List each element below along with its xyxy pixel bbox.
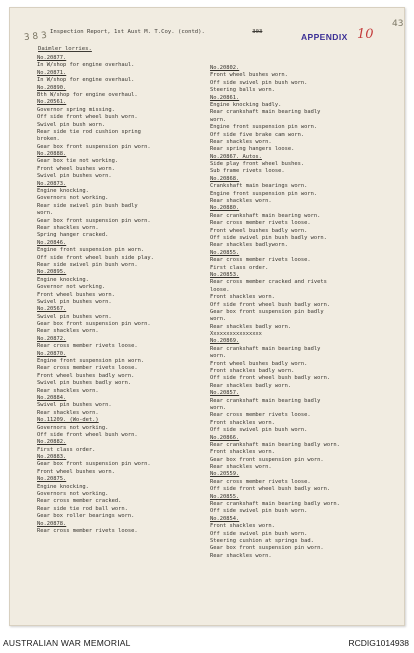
defect-line: Rear shackles worn. — [210, 464, 272, 471]
vehicle-number: No.20888. — [37, 151, 67, 158]
defect-line: Engine knocking. — [37, 188, 89, 195]
defect-line: Engine front suspension pin worn. — [210, 124, 318, 131]
defect-line: Front wheel bushes badly worn. — [210, 360, 308, 367]
defect-line: Side play front wheel bushes. — [210, 161, 305, 168]
defect-line: Front shackles badly worn. — [210, 368, 295, 375]
defect-line: Rear shackles worn. — [37, 387, 99, 394]
vehicle-number: No.20567. — [37, 306, 67, 313]
defect-line: Rear shackles badly worn. — [210, 382, 292, 389]
vehicle-number: No.11209. (Wo-det.) — [37, 417, 99, 424]
archive-footer — [0, 635, 414, 653]
defect-line: Engine knocking badly. — [210, 101, 282, 108]
defect-line: Front shackles worn. — [210, 294, 275, 301]
defect-line: Rear crankshaft main bearing badly — [210, 345, 321, 352]
defect-line: Swivel pin bushes worn. — [37, 313, 112, 320]
vehicle-number: No.20883. — [37, 454, 67, 461]
defect-line: Off side five brake cam worn. — [210, 131, 305, 138]
defect-line: Rear shackles worn. — [37, 224, 99, 231]
defect-line: Governors not working. — [37, 424, 109, 431]
defect-line: Engine knocking. — [37, 483, 89, 490]
defect-line: Rear crankshaft main bearing badly — [210, 109, 321, 116]
defect-line: Off side front wheel bush side play. — [37, 254, 154, 261]
struck-number: 303 — [252, 29, 263, 35]
defect-line: Steering cushion at springs bad. — [210, 538, 314, 544]
defect-line: Rear side swivel pin bush worn. — [37, 261, 138, 268]
vehicle-number: No.20855. — [210, 249, 240, 256]
defect-line: Front wheel bushes badly worn. — [37, 372, 135, 379]
defect-line: Crankshaft main bearings worn. — [210, 183, 308, 190]
defect-line: Front wheel bushes worn. — [37, 468, 115, 475]
defect-line: Rear cross member rivets loose. — [210, 412, 311, 419]
section-title: Daimler lorries. — [38, 46, 92, 52]
defect-line: Rear shackles worn. — [37, 328, 99, 335]
defect-line: Off side swivel pin bush worn. — [210, 508, 308, 515]
defect-line: Governors not working. — [37, 491, 109, 498]
defect-line: Front shackles worn. — [210, 419, 275, 426]
defect-line: Off side swivel pin bush worn. — [210, 530, 308, 537]
defect-line: Rear cross member rivets loose. — [37, 528, 138, 534]
defect-line: Spring hanger cracked. — [37, 232, 109, 239]
defect-line: Engine knocking. — [37, 276, 89, 283]
defect-line: Off side swivel pin bush badly worn. — [210, 234, 327, 241]
vehicle-number: No.20873. — [37, 180, 67, 187]
defect-line: In W/shop for engine overhaul. — [37, 77, 135, 84]
defect-line: Swivel pin bushes worn. — [37, 402, 112, 409]
vehicle-number: No.20869. — [210, 338, 240, 345]
defect-line: Rear cross member rivets loose. — [210, 257, 311, 264]
defect-line: worn. — [210, 116, 227, 123]
defect-line: Governors not working. — [37, 195, 109, 202]
defect-line: Gear box front suspension pin worn. — [37, 143, 151, 150]
defect-line: Gear box front suspension pin badly — [210, 308, 324, 315]
defect-line: loose. — [210, 286, 230, 293]
defect-line: Rear spring hangers loose. — [210, 146, 295, 153]
report-header — [50, 29, 262, 35]
vehicle-number: No.20871. — [37, 69, 67, 76]
defect-line: Engine front suspension pin worn. — [210, 190, 318, 197]
defect-line: Front wheel bushes worn. — [37, 291, 115, 298]
vehicle-number: No.20561. — [37, 99, 67, 106]
defect-line: Front wheel bushes worn. — [210, 72, 288, 79]
defect-line: Rear cross member rivets loose. — [210, 478, 311, 485]
vehicle-number: No.20861. — [210, 94, 240, 101]
defect-line: Gear box front suspension pin worn. — [37, 461, 151, 468]
footer-institution: AUSTRALIAN WAR MEMORIAL — [3, 638, 131, 648]
vehicle-number: No.20882. — [37, 439, 67, 446]
defect-line: First class order. — [210, 264, 269, 271]
defect-line: worn. — [210, 316, 227, 323]
defect-line: Rear shackles worn. — [37, 409, 99, 416]
defect-line: Off side front wheel bush worn. — [37, 431, 138, 438]
handwritten-number: 10 — [357, 27, 374, 42]
vehicle-number: No.20846. — [37, 239, 67, 246]
vehicle-number: No.20857. — [210, 390, 240, 397]
defect-line: Off side swivel pin bush worn. — [210, 79, 308, 86]
defect-line: Off side front wheel bush badly worn. — [210, 486, 331, 493]
appendix-stamp: APPENDIX — [301, 32, 348, 42]
page-number-left: 3 8 3 — [23, 30, 48, 44]
defect-line: Rear cross member cracked. — [37, 498, 122, 505]
defect-line: Rear side tie rod cushion spring — [37, 128, 141, 135]
vehicle-number: No.20854. — [210, 515, 240, 522]
vehicle-number: No.20559. — [210, 471, 240, 478]
defect-line: Rear crankshaft main bearing badly — [210, 397, 321, 404]
defect-line: Swivel pin bushes worn. — [37, 298, 112, 305]
defect-line: Rear cross member cracked and rivets — [210, 279, 327, 286]
defect-line: Gear box front suspension pin worn. — [37, 217, 151, 224]
defect-line: Engine front suspension pin worn. — [37, 358, 145, 365]
page-number-right: 43 — [392, 19, 404, 29]
defect-line: worn. — [210, 404, 227, 411]
defect-line: Gear box front suspension pin worn. — [210, 456, 324, 463]
defect-line: Governor not working. — [37, 284, 106, 291]
defect-line: Swivel pin bushes worn. — [37, 173, 112, 180]
defect-line: Rear crankshaft main bearing badly worn. — [210, 501, 340, 508]
vehicle-number: No.20872. — [37, 335, 67, 342]
left-column — [37, 55, 154, 535]
defect-line: Rear shackles worn. — [210, 552, 272, 559]
defect-line: Engine front suspension pin worn. — [37, 247, 145, 254]
defect-line: Rear crankshaft main bearing worn. — [210, 212, 321, 219]
defect-line: broken. — [37, 136, 60, 143]
defect-line: Gear box front suspension pin worn. — [210, 545, 324, 552]
defect-line: Rear shackles badlyworn. — [210, 242, 288, 249]
defect-line: Governor spring missing. — [37, 106, 115, 113]
defect-line: Rear cross member rivets loose. — [210, 220, 311, 227]
defect-line: Rear side swivel pin bush badly — [37, 202, 138, 209]
vehicle-number: No.20867. Autos. — [210, 153, 262, 160]
defect-line: Gear box front suspension pin worn. — [37, 321, 151, 328]
defect-line: Swivel pin bush worn. — [37, 121, 106, 128]
defect-line: Bth W/shop for engine overhaul. — [37, 91, 138, 98]
vehicle-number: No.20875. — [37, 476, 67, 483]
defect-line: Off side swivel pin bush worn. — [210, 427, 308, 434]
defect-line: Rear cross member rivets loose. — [37, 365, 138, 372]
defect-line: Rear shackles worn. — [210, 138, 272, 145]
defect-line: Sub frame rivets loose. — [210, 168, 285, 175]
defect-line: Rear side tie rod ball worn. — [37, 505, 128, 512]
defect-line: Front wheel bushes badly worn. — [210, 227, 308, 234]
defect-line: Front shackles worn. — [210, 523, 275, 530]
defect-line: Rear shackles worn. — [210, 198, 272, 205]
defect-line: First class order. — [37, 446, 96, 453]
defect-line: worn. — [37, 210, 54, 217]
vehicle-number: No.20878. — [37, 520, 67, 527]
vehicle-number: No.20870. — [37, 350, 67, 357]
vehicle-number: No.20855. — [210, 493, 240, 500]
defect-line: Off side front wheel bush badly worn. — [210, 375, 331, 382]
defect-line: worn. — [210, 353, 227, 360]
defect-line: Off side front wheel bush badly worn. — [210, 301, 331, 308]
vehicle-number: No.20866. — [210, 434, 240, 441]
vehicle-number: No.20890. — [37, 84, 67, 91]
vehicle-number: No.20884. — [37, 394, 67, 401]
defect-line: In W/shop for engine overhaul. — [37, 62, 135, 69]
vehicle-number: No.20853. — [210, 271, 240, 278]
defect-line: Xxxxxxxxxxxxxxxx — [210, 331, 262, 338]
vehicle-number: No.20895. — [37, 269, 67, 276]
defect-line: Gear box roller bearings worn. — [37, 513, 135, 520]
report-title: Inspection Report, 1st Aust M. T.Coy. (contd). — [50, 29, 205, 35]
right-column — [210, 65, 340, 560]
vehicle-number: No.20880. — [210, 205, 240, 212]
defect-line: Rear shackles badly worn. — [210, 323, 292, 330]
defect-line: Steering balls worn. — [210, 87, 275, 94]
defect-line: Rear crankshaft main bearing badly worn. — [210, 441, 340, 448]
defect-line: Rear cross member rivets loose. — [37, 343, 138, 350]
defect-line: Swivel pin bushes badly worn. — [37, 380, 132, 387]
footer-record-id: RCDIG1014938 — [348, 638, 409, 648]
defect-line: Off side front wheel bush worn. — [37, 114, 138, 121]
defect-line: Gear box tie not working. — [37, 158, 119, 165]
defect-line: Front shackles worn. — [210, 449, 275, 456]
vehicle-number: No.20877. — [37, 55, 67, 61]
vehicle-number: No.20802. — [210, 65, 240, 71]
vehicle-number: No.20868. — [210, 175, 240, 182]
defect-line: Front wheel bushes worn. — [37, 165, 115, 172]
